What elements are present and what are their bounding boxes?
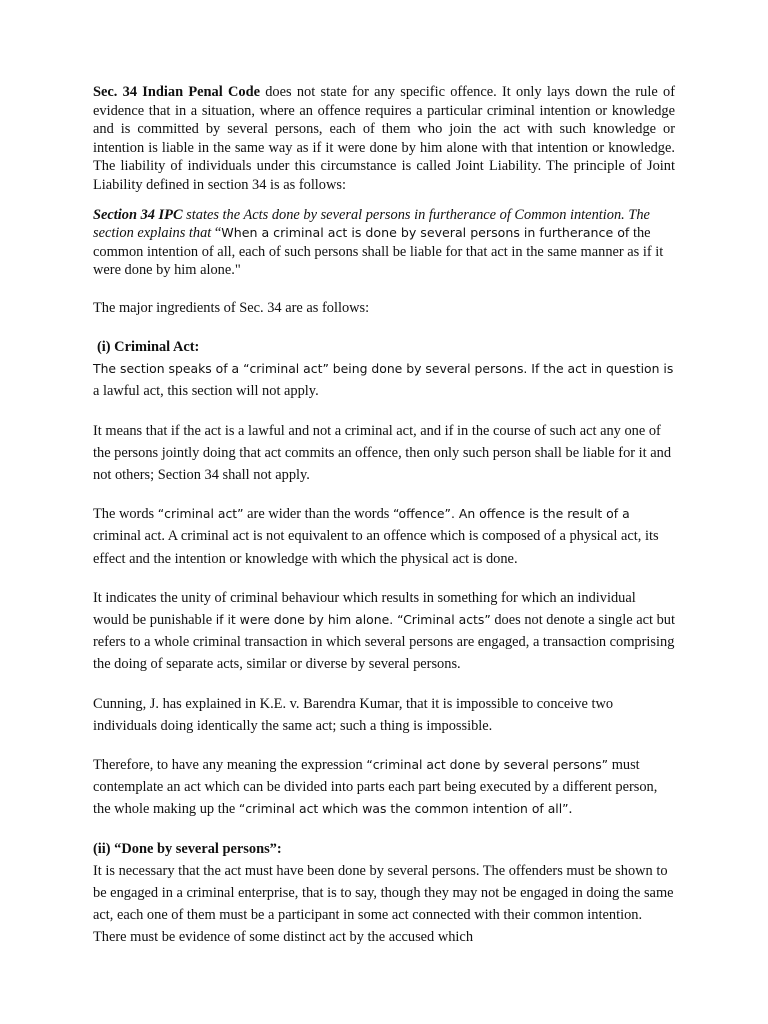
definition-open-quote: “ <box>214 225 222 242</box>
document-page <box>93 83 675 965</box>
section2-paragraph-1: It is necessary that the act must have been done by several persons. The offenders must be shown to be engaged in a criminal enterprise, that is to say, though they may not be engaged in doing the same act, each one of them must be a participant in some act connected with their common intention. There must be evidence of some distinct act by the accused which <box>93 862 674 946</box>
intro-paragraph <box>93 83 675 195</box>
section2-heading: (ii) “Done by several persons”: <box>93 840 282 857</box>
section1-paragraph-3 <box>93 503 675 570</box>
section1-p6-sans2: “criminal act which was the common intention of all” <box>238 801 569 817</box>
section1-p3-rest: criminal act. A criminal act is not equivalent to an offence which is composed of a physical act, its effect and the intention or knowledge with which the physical act is done. <box>93 528 659 567</box>
section1-p4-rest: does not denote a single act but refers to a whole criminal transaction in which several persons are engaged, a transaction comprising the doing of separate acts, similar or diverse by several persons. <box>93 611 675 673</box>
section1-heading: (i) Criminal Act: <box>97 339 200 356</box>
section1-p6-end: . <box>568 801 573 818</box>
section1-p1-rest: a lawful act, this section will not apply. <box>93 383 319 400</box>
section1-p4-a: It indicates the unity of criminal behaviour which results in something for which an individual would be punishable <box>93 589 636 628</box>
section1-p3-sans1: “criminal act” <box>157 506 244 522</box>
section1-p6-b: must contemplate an act which can be divided into parts each part being executed by a different person, the whole making up the <box>93 756 658 818</box>
section1-p6-a: Therefore, to have any meaning the expression <box>93 756 367 773</box>
section1-p1-sans: The section speaks of a “criminal act” being done by several persons. If the act in question is <box>93 361 674 377</box>
section1-p3-b: are wider than the words <box>243 506 393 523</box>
definition-lead: Section 34 IPC <box>93 206 183 223</box>
section1-p3-a: The words <box>93 506 158 523</box>
intro-text: does not state for any specific offence. It only lays down the rule of evidence that in a situation, where an offence requires a particular criminal intention or knowledge and is committed by several persons, each of them who join the act with such knowledge or intention is liable in the same way as if it were done by him alone with that intention or knowledge. The liability of individuals under this circumstance is called Joint Liability. The principle of Joint Liability defined in section 34 is as follows: <box>93 84 675 193</box>
definition-paragraph <box>93 206 675 280</box>
section1-paragraph-1 <box>93 358 675 402</box>
definition-quote: When a criminal act is done by several persons in furtherance of <box>221 225 630 241</box>
section1-paragraph-2: It means that if the act is a lawful and not a criminal act, and if in the course of such act any one of the persons jointly doing that act commits an offence, then only such person shall be liable for it and not others; Section 34 shall not apply. <box>93 422 672 483</box>
definition-quote-rest: the common intention of all, each of such persons shall be liable for that act in the same manner as if it were done by him alone." <box>93 225 664 279</box>
section1-paragraph-5: Cunning, J. has explained in K.E. v. Barendra Kumar, that it is impossible to conceive two individuals doing identically the same act; such a thing is impossible. <box>93 695 614 734</box>
ingredients-intro: The major ingredients of Sec. 34 are as follows: <box>93 299 370 316</box>
section1-p3-sans2: “offence”. An offence is the result of a <box>393 506 630 522</box>
section1-p6-sans1: “criminal act done by several persons” <box>366 756 609 772</box>
definition-italic: states the Acts done by several persons in furtherance of Common intention. The section explains that <box>93 206 650 242</box>
section1-p4-sans: if it were done by him alone. “Criminal acts” <box>215 611 491 627</box>
section1-paragraph-4 <box>93 587 675 676</box>
section1-paragraph-6 <box>93 754 675 821</box>
intro-lead: Sec. 34 Indian Penal Code <box>93 84 260 100</box>
